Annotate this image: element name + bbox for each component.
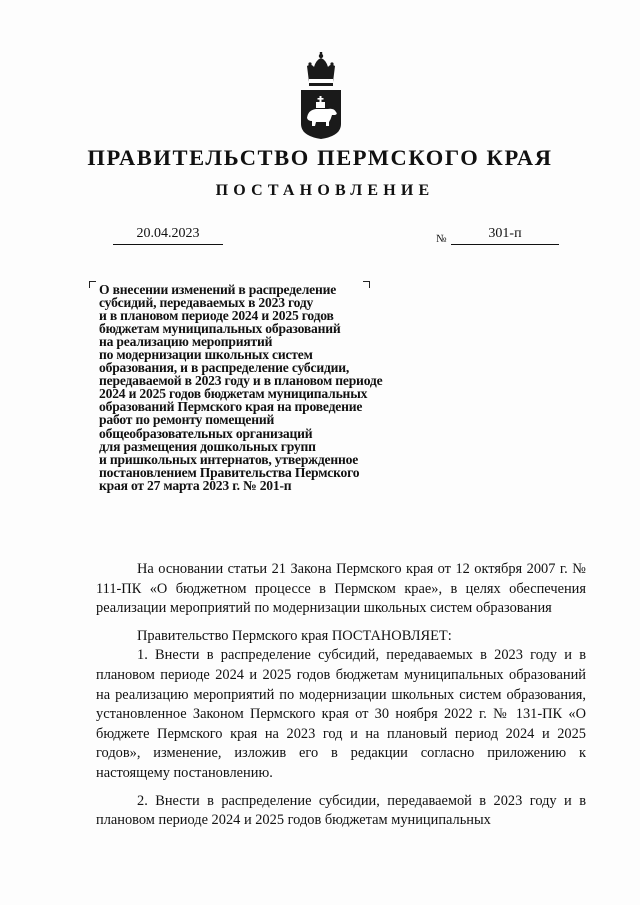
subject-line: образования, и в распределение субсидии, <box>99 360 350 376</box>
resolves-paragraph: Правительство Пермского края ПОСТАНОВЛЯЕТ: <box>137 627 452 644</box>
title-corner-mark-left <box>89 281 96 288</box>
subject-line: и пришкольных интернатов, утвержденное <box>99 451 359 467</box>
subject-line: О внесении изменений в распределение <box>99 282 337 297</box>
subject-line: и в плановом периоде 2024 и 2025 годов <box>99 308 334 324</box>
document-body <box>96 560 586 831</box>
subject-line: работ по ремонту помещений <box>99 412 275 428</box>
government-title: ПРАВИТЕЛЬСТВО ПЕРМСКОГО КРАЯ <box>87 145 553 170</box>
subject-line: постановлением Правительства Пермского <box>99 464 360 480</box>
subject-line: бюджетам муниципальных образований <box>99 321 341 337</box>
coat-of-arms-icon <box>296 52 346 140</box>
document-type: ПОСТАНОВЛЕНИЕ <box>215 182 435 199</box>
document-subject <box>99 283 419 492</box>
subject-line: субсидий, передаваемых в 2023 году <box>99 295 314 311</box>
document-number: 301-п <box>451 226 559 245</box>
subject-line: края от 27 марта 2023 г. № 201-п <box>99 477 292 493</box>
subject-line: для размещения дошкольных групп <box>99 438 316 454</box>
subject-line: общеобразовательных организаций <box>99 425 313 441</box>
subject-line: по модернизации школьных систем <box>99 347 313 363</box>
item-1-paragraph: 1. Внести в распределение субсидий, передаваемых в 2023 году и в плановом периоде 2024 и 2025 годов бюджетам муниципальных образований на реализацию мероприятий по модернизации школьных систем образования, установленное Законом Пермского края от 30 ноября 2022 г. № 131-ПК «О бюджете Пермского края на 2023 год и на плановый период 2024 и 2025 годов», изменение, изложив его в редакции согласно приложению к настоящему постановлению. <box>96 647 586 781</box>
subject-line: передаваемой в 2023 году и в плановом периоде <box>99 373 383 389</box>
item-2-paragraph: 2. Внести в распределение субсидии, передаваемой в 2023 году и в плановом периоде 2024 и 2025 годов бюджетам муниципальных <box>96 792 586 829</box>
subject-line: 2024 и 2025 годов бюджетам муниципальных <box>99 386 368 402</box>
number-sign: № <box>436 233 447 245</box>
subject-line: на реализацию мероприятий <box>99 334 273 350</box>
subject-line: образований Пермского края на проведение <box>99 399 363 415</box>
document-date: 20.04.2023 <box>113 226 223 245</box>
preamble-paragraph: На основании статьи 21 Закона Пермского края от 12 октября 2007 г. № 111-ПК «О бюджетном процессе в Пермском крае», в целях обеспечения реализации мероприятий по модернизации школьных систем образования <box>96 561 586 617</box>
